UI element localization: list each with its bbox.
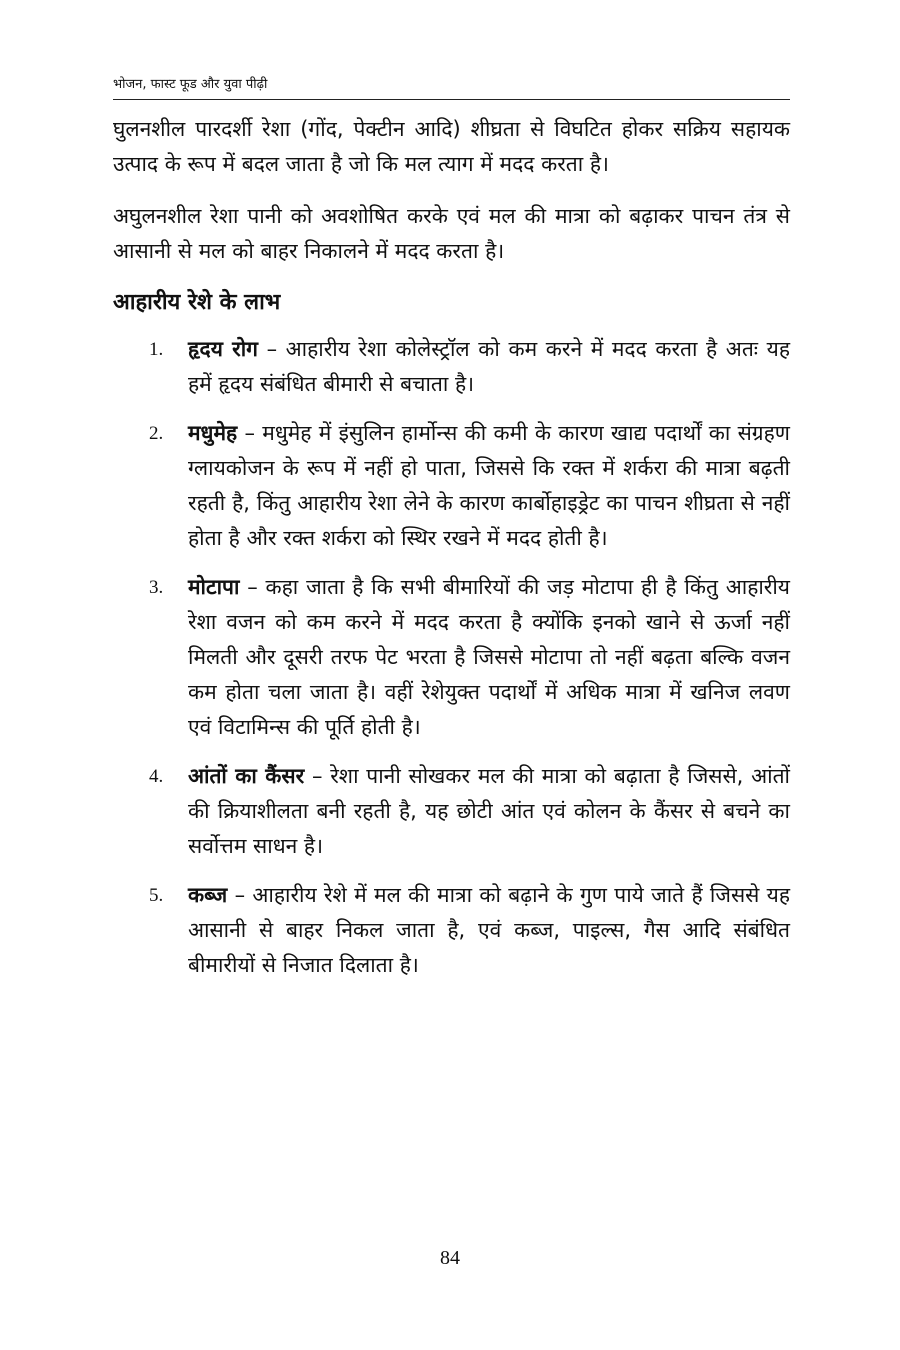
list-item-text: – कहा जाता है कि सभी बीमारियों की जड़ मोटापा ही है किंतु आहारीय रेशा वजन को कम करने में मदद करता है क्योंकि इनको खाने से ऊर्जा नहीं मिलती और दूसरी तरफ पेट भरता है जिससे मोटापा तो नहीं बढ़ता बल्कि वजन कम होता चला जाता है। वहीं रेशेयुक्त पदार्थों में अधिक मात्रा में खनिज लवण एवं विटामिन्स की पूर्ति होती है। — [188, 575, 790, 739]
list-item-number: 2. — [149, 423, 164, 444]
benefits-list — [113, 332, 790, 983]
page-body — [113, 112, 790, 997]
list-item-text: – आहारीय रेशा कोलेस्ट्रॉल को कम करने में मदद करता है अतः यह हमें हृदय संबंधित बीमारी से बचाता है। — [188, 337, 790, 396]
paragraph-soluble-fiber: घुलनशील पारदर्शी रेशा (गोंद, पेक्टीन आदि) शीघ्रता से विघटित होकर सक्रिय सहायक उत्पाद के रूप में बदल जाता है जो कि मल त्याग में मदद करता है। — [113, 117, 790, 176]
list-item-term: हृदय रोग — [188, 337, 258, 361]
running-header: भोजन, फास्ट फूड और युवा पीढ़ी — [113, 76, 790, 100]
section-heading: आहारीय रेशे के लाभ — [113, 290, 281, 315]
list-item-text: – मधुमेह में इंसुलिन हार्मोन्स की कमी के कारण खाद्य पदार्थों का संग्रहण ग्लायकोजन के रूप में नहीं हो पाता, जिससे कि रक्त में शर्करा की मात्रा बढ़ती रहती है, किंतु आहारीय रेशा लेने के कारण कार्बोहाइड्रेट का पाचन शीघ्रता से नहीं होता है और रक्त शर्करा को स्थिर रखने में मदद होती है। — [188, 421, 790, 550]
list-item-text: – आहारीय रेशे में मल की मात्रा को बढ़ाने के गुण पाये जाते हैं जिससे यह आसानी से बाहर निकल जाता है, एवं कब्ज, पाइल्स, गैस आदि संबंधित बीमारीयों से निजात दिलाता है। — [188, 883, 790, 977]
list-item-number: 1. — [149, 339, 164, 360]
list-item-term: आंतों का कैंसर — [188, 764, 305, 788]
list-item-heart-disease — [113, 332, 790, 402]
list-item-number: 5. — [149, 885, 164, 906]
list-item-term: कब्ज — [188, 883, 228, 907]
page-number: 84 — [440, 1247, 460, 1269]
list-item-number: 4. — [149, 766, 164, 787]
list-item-term: मोटापा — [188, 575, 240, 599]
list-item-text: – रेशा पानी सोखकर मल की मात्रा को बढ़ाता है जिससे, आंतों की क्रियाशीलता बनी रहती है, यह छोटी आंत एवं कोलन के कैंसर से बचने का सर्वोत्तम साधन है। — [188, 764, 790, 858]
list-item-constipation — [113, 878, 790, 983]
list-item-obesity — [113, 570, 790, 745]
list-item-number: 3. — [149, 577, 164, 598]
paragraph-insoluble-fiber: अघुलनशील रेशा पानी को अवशोषित करके एवं मल की मात्रा को बढ़ाकर पाचन तंत्र से आसानी से मल को बाहर निकालने में मदद करता है। — [113, 204, 790, 263]
list-item-term: मधुमेह — [188, 421, 238, 445]
list-item-colon-cancer — [113, 759, 790, 864]
list-item-diabetes — [113, 416, 790, 556]
